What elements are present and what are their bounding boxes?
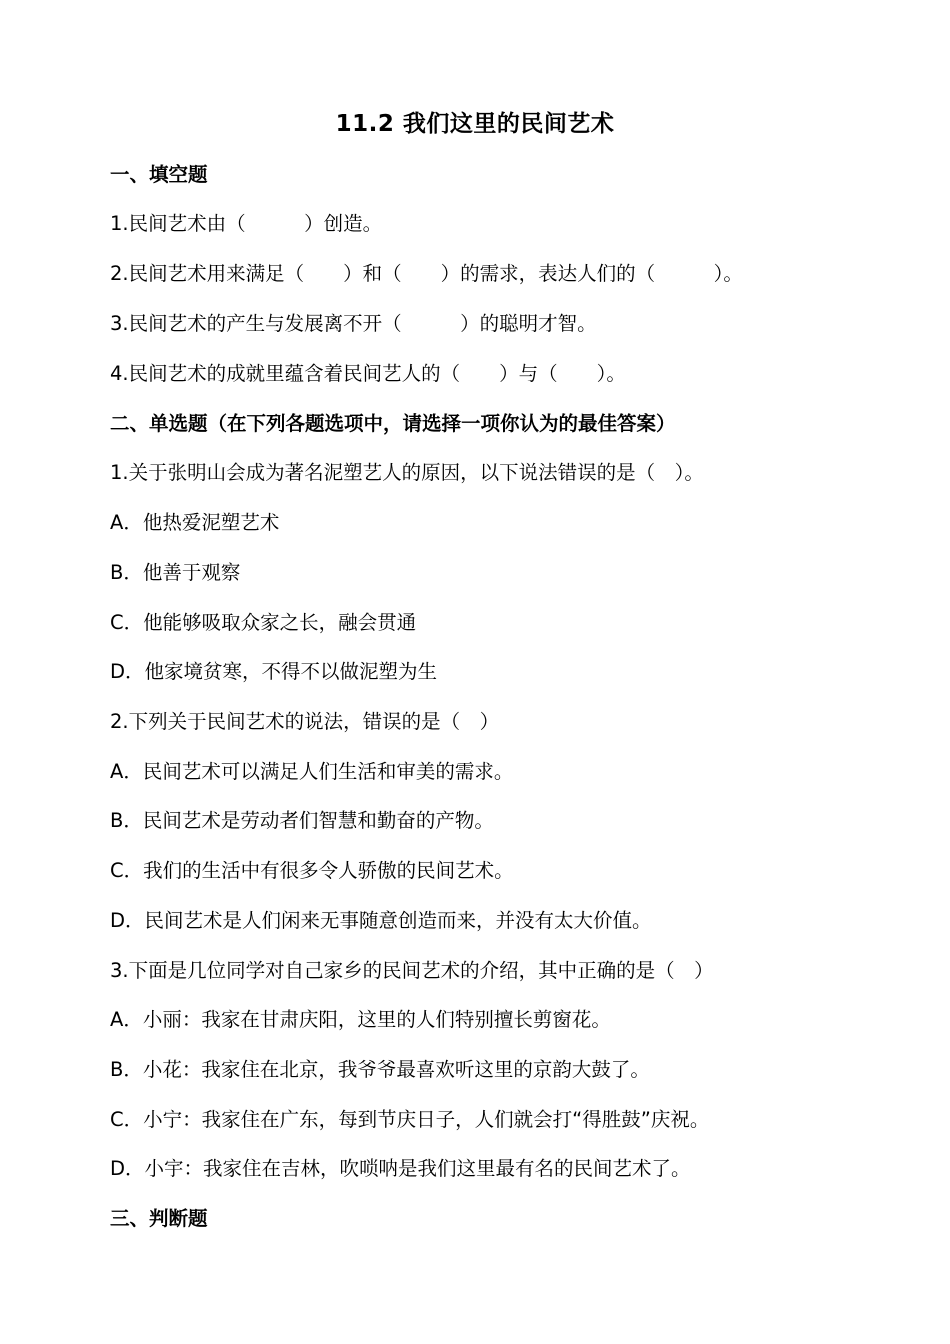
choice-question-1-option-d: D．他家境贫寒，不得不以做泥塑为生 — [110, 660, 438, 683]
choice-question-3-option-d: D．小宇：我家住在吉林，吹唢呐是我们这里最有名的民间艺术了。 — [110, 1157, 691, 1180]
choice-question-1-option-b: B．他善于观察 — [110, 561, 241, 584]
fill-blank-question-4: 4.民间艺术的成就里蕴含着民间艺人的（ ）与（ ）。 — [110, 362, 626, 385]
choice-question-3-option-c: C．小宁：我家住在广东，每到节庆日子，人们就会打“得胜鼓”庆祝。 — [110, 1108, 710, 1131]
choice-question-2-option-b: B．民间艺术是劳动者们智慧和勤奋的产物。 — [110, 809, 494, 832]
fill-blank-question-2: 2.民间艺术用来满足（ ）和（ ）的需求，表达人们的（ ）。 — [110, 262, 743, 285]
choice-question-2-option-d: D．民间艺术是人们闲来无事随意创造而来，并没有太大价值。 — [110, 909, 652, 932]
page-title: 11.2 我们这里的民间艺术 — [335, 111, 615, 137]
choice-question-3-option-b: B．小花：我家住在北京，我爷爷最喜欢听这里的京韵大鼓了。 — [110, 1058, 650, 1081]
fill-blank-question-1: 1.民间艺术由（ ）创造。 — [110, 212, 383, 235]
choice-question-2-stem: 2.下列关于民间艺术的说法，错误的是（ ） — [110, 710, 500, 733]
choice-question-2-option-a: A．民间艺术可以满足人们生活和审美的需求。 — [110, 760, 514, 783]
choice-question-2-option-c: C．我们的生活中有很多令人骄傲的民间艺术。 — [110, 859, 514, 882]
choice-question-3-option-a: A．小丽：我家在甘肃庆阳，这里的人们特别擅长剪窗花。 — [110, 1008, 611, 1031]
choice-question-3-stem: 3.下面是几位同学对自己家乡的民间艺术的介绍，其中正确的是（ ） — [110, 959, 714, 982]
section-heading-true-false: 三、判断题 — [110, 1207, 208, 1230]
section-heading-fill-blank: 一、填空题 — [110, 163, 208, 186]
fill-blank-question-3: 3.民间艺术的产生与发展离不开（ ）的聪明才智。 — [110, 312, 597, 335]
choice-question-1-stem: 1.关于张明山会成为著名泥塑艺人的原因，以下说法错误的是（ ）。 — [110, 461, 704, 484]
section-heading-single-choice: 二、单选题（在下列各题选项中，请选择一项你认为的最佳答案） — [110, 412, 676, 435]
choice-question-1-option-c: C．他能够吸取众家之长，融会贯通 — [110, 611, 417, 634]
choice-question-1-option-a: A．他热爱泥塑艺术 — [110, 511, 280, 534]
